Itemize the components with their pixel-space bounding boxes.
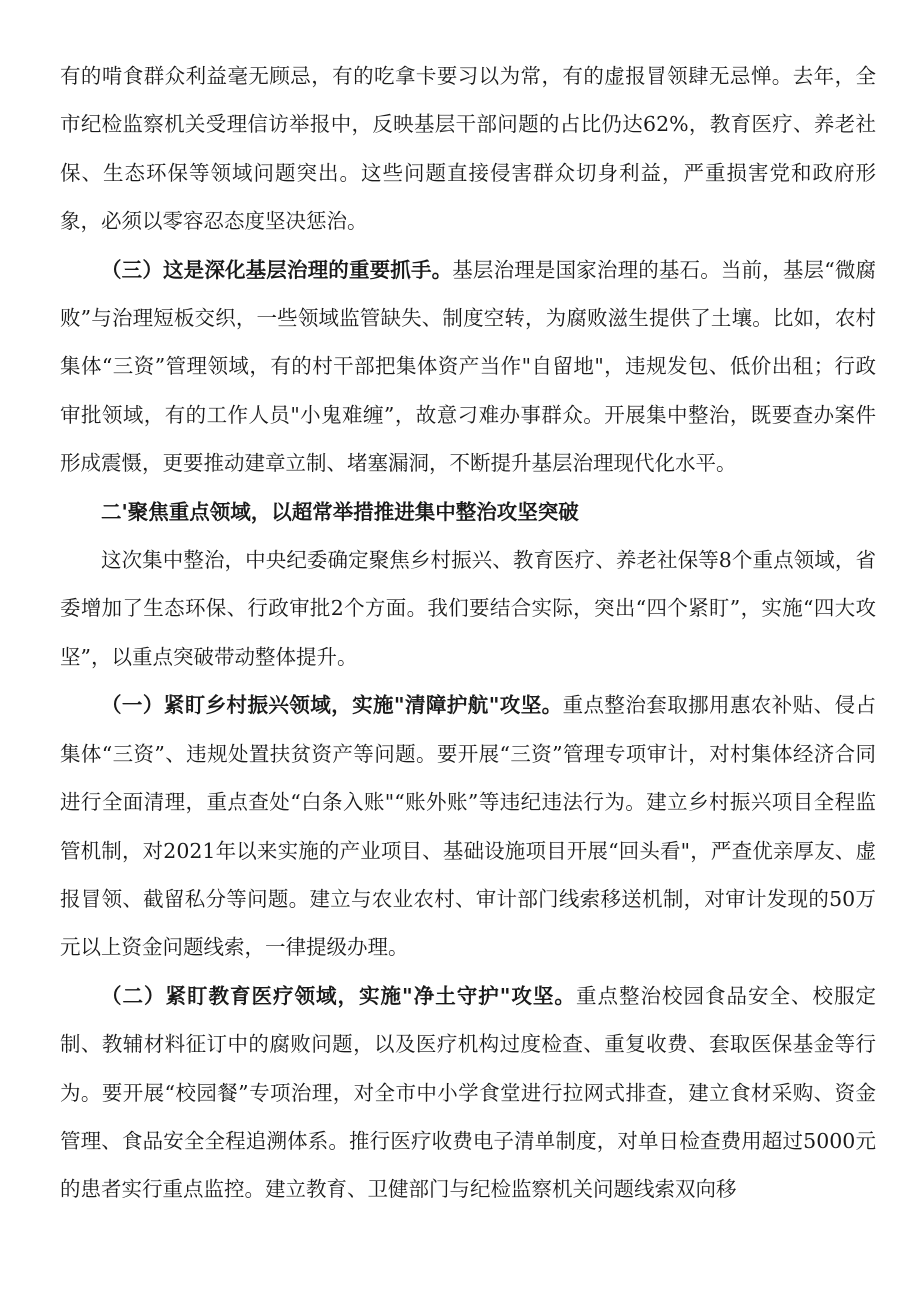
paragraph-4 — [60, 536, 876, 681]
paragraph-1 — [60, 52, 876, 246]
paragraph-6-lead: （二）紧盯教育医疗领域，实施"净土守护"攻坚。 — [101, 983, 576, 1008]
paragraph-2-text: 基层治理是国家治理的基石。当前，基层“微腐败”与治理短板交织，一些领域监管缺失、制度空转，为腐败滋生提供了土壤。比如，农村集体“三资”管理领域，有的村干部把集体资产当作"自留地"，违规发包、低价出租；行政审批领域，有的工作人员"小鬼难缠”，故意刁难办事群众。开展集中整治，既要查办案件形成震慑，更要推动建章立制、堵塞漏洞，不断提升基层治理现代化水平。 — [60, 257, 876, 476]
paragraph-5-lead: （一）紧盯乡村振兴领域，实施"清障护航"攻坚。 — [101, 693, 563, 718]
paragraph-2 — [60, 246, 876, 488]
paragraph-4-text: 这次集中整治，中央纪委确定聚焦乡村振兴、教育医疗、养老社保等8个重点领域，省委增加了生态环保、行政审批2个方面。我们要结合实际，突出“四个紧盯”，实施“四大攻坚”，以重点突破带动整体提升。 — [60, 548, 876, 669]
paragraph-2-lead: （三）这是深化基层治理的重要抓手。 — [101, 257, 453, 282]
paragraph-6 — [60, 972, 876, 1214]
paragraph-1-text: 有的啃食群众利益毫无顾忌，有的吃拿卡要习以为常，有的虚报冒领肆无忌惮。去年，全市纪检监察机关受理信访举报中，反映基层干部问题的占比仍达62%，教育医疗、养老社保、生态环保等领域问题突出。这些问题直接侵害群众切身利益，严重损害党和政府形象，必须以零容忍态度坚决惩治。 — [60, 64, 876, 234]
paragraph-5-text: 重点整治套取挪用惠农补贴、侵占集体“三资”、违规处置扶贫资产等问题。要开展“三资”管理专项审计，对村集体经济合同进行全面清理，重点查处“白条入账"“账外账”等违纪违法行为。建立乡村振兴项目全程监管机制，对2021年以来实施的产业项目、基础设施项目开展“回头看"，严查优亲厚友、虚报冒领、截留私分等问题。建立与农业农村、审计部门线索移送机制，对审计发现的50万元以上资金问题线索，一律提级办理。 — [60, 693, 876, 960]
document-page — [60, 52, 876, 1214]
paragraph-5 — [60, 681, 876, 971]
section-heading: 二'聚焦重点领域，以超常举措推进集中整治攻坚突破 — [101, 499, 579, 524]
paragraph-6-text: 重点整治校园食品安全、校服定制、教辅材料征订中的腐败问题，以及医疗机构过度检查、重复收费、套取医保基金等行为。要开展“校园餐”专项治理，对全市中小学食堂进行拉网式排查，建立食材采购、资金管理、食品安全全程追溯体系。推行医疗收费电子清单制度，对单日检查费用超过5000元的患者实行重点监控。建立教育、卫健部门与纪检监察机关问题线索双向移 — [60, 983, 876, 1202]
